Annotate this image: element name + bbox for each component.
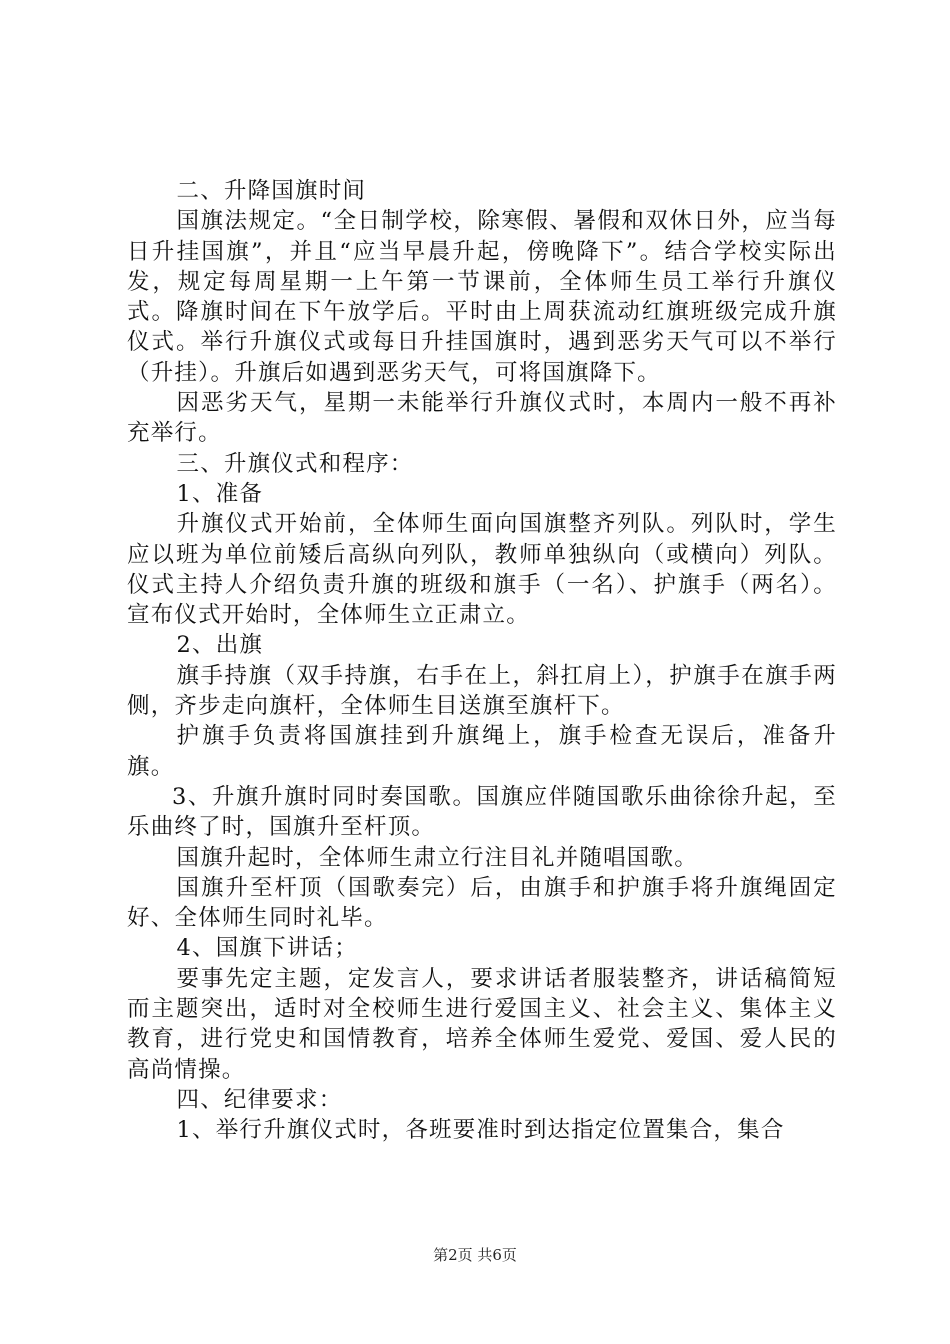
section-heading: 三、升旗仪式和程序： xyxy=(176,450,414,477)
document-body xyxy=(127,176,837,1146)
body-paragraph: 国旗升至杆顶（国歌奏完）后，由旗手和护旗手将升旗绳固定好、全体师生同时礼毕。 xyxy=(127,874,837,932)
section-heading: 四、纪律要求： xyxy=(176,1086,343,1113)
body-paragraph: 1、举行升旗仪式时，各班要准时到达指定位置集合，集合 xyxy=(176,1117,785,1144)
subsection-heading: 2、出旗 xyxy=(176,632,264,659)
page-number-footer: 第2页 共6页 xyxy=(433,1246,517,1264)
body-paragraph: 要事先定主题，定发言人，要求讲话者服装整齐，讲话稿简短而主题突出，适时对全校师生进行爱国主义、社会主义、集体主义教育，进行党史和国情教育，培养全体师生爱党、爱国、爱人民的高尚情操。 xyxy=(127,965,837,1083)
section-heading: 二、升降国旗时间 xyxy=(176,178,367,204)
body-paragraph: 护旗手负责将国旗挂到升旗绳上，旗手检查无误后，准备升旗。 xyxy=(127,723,837,780)
body-paragraph: 3、升旗升旗时同时奏国歌。国旗应伴随国歌乐曲徐徐升起，至乐曲终了时，国旗升至杆顶。 xyxy=(127,783,837,841)
body-paragraph: 国旗升起时，全体师生肃立行注目礼并随唱国歌。 xyxy=(176,844,698,871)
subsection-heading: 1、准备 xyxy=(176,480,264,507)
body-paragraph: 旗手持旗（双手持旗，右手在上，斜扛肩上），护旗手在旗手两侧，齐步走向旗杆，全体师生目送旗至旗杆下。 xyxy=(127,662,837,720)
body-paragraph: 国旗法规定。“全日制学校，除寒假、暑假和双休日外，应当每日升挂国旗”，并且“应当早晨升起，傍晚降下”。结合学校实际出发，规定每周星期一上午第一节课前，全体师生员工举行升旗仪式。降旗时间在下午放学后。平时由上周获流动红旗班级完成升旗仪式。举行升旗仪式或每日升挂国旗时，遇到恶劣天气可以不举行（升挂）。升旗后如遇到恶劣天气，可将国旗降下。 xyxy=(127,208,837,386)
body-paragraph: 因恶劣天气，星期一未能举行升旗仪式时，本周内一般不再补充举行。 xyxy=(127,390,837,447)
body-paragraph: 升旗仪式开始前，全体师生面向国旗整齐列队。列队时，学生应以班为单位前矮后高纵向列队，教师单独纵向（或横向）列队。仪式主持人介绍负责升旗的班级和旗手（一名）、护旗手（两名）。宣布仪式开始时，全体师生立正肃立。 xyxy=(127,511,837,629)
subsection-heading: 4、国旗下讲话； xyxy=(176,935,358,962)
